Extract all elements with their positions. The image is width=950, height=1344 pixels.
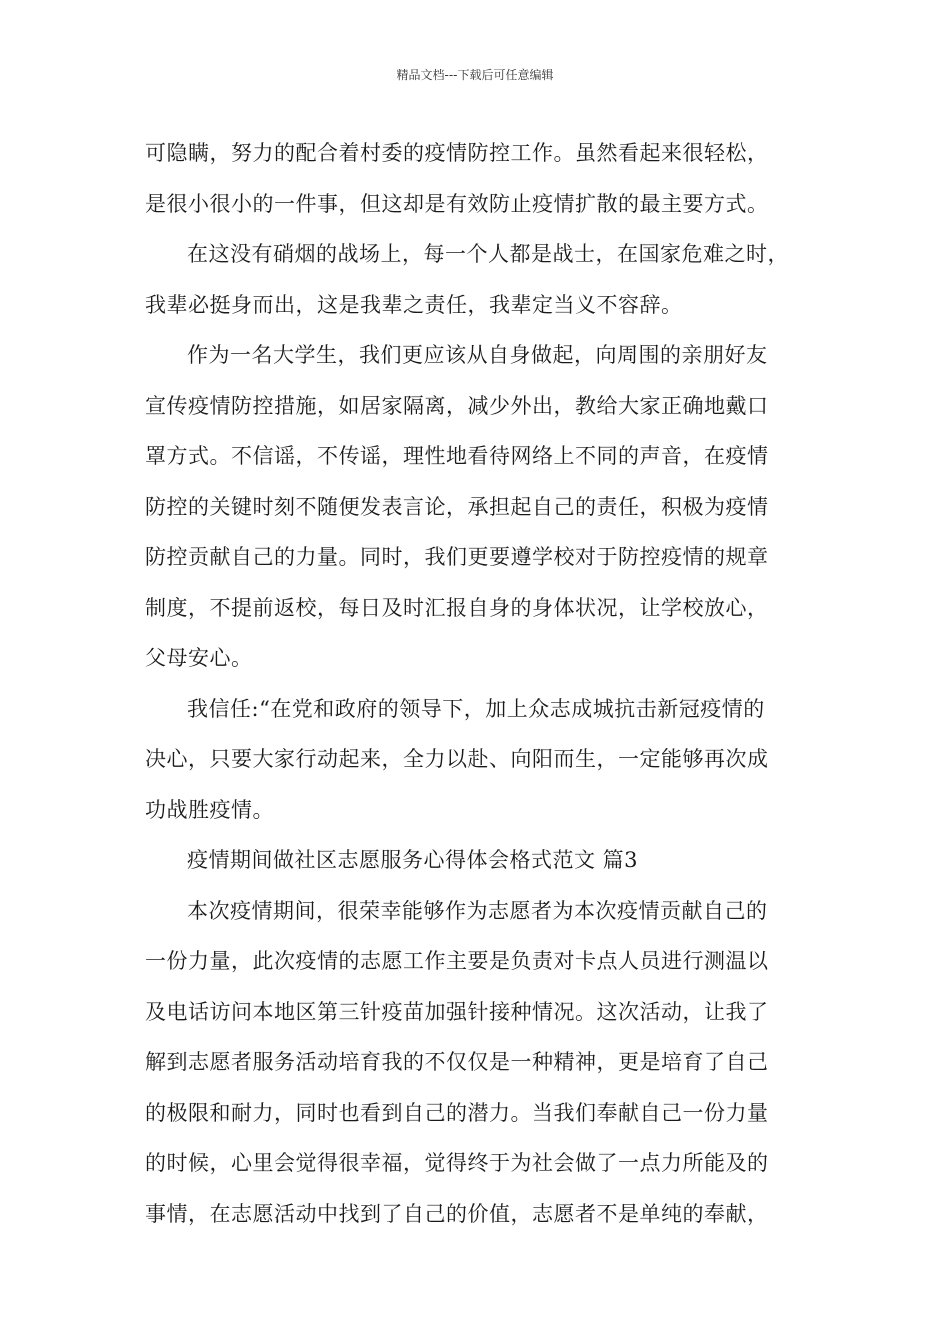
text-line: 功战胜疫情。 xyxy=(145,797,274,822)
text-line: 及电话访问本地区第三针疫苗加强针接种情况。这次活动，让我了 xyxy=(145,999,769,1024)
text-line: 的时候，心里会觉得很幸福，觉得终于为社会做了一点力所能及的 xyxy=(145,1151,769,1175)
text-line: 可隐瞒，努力的配合着村委的疫情防控工作。虽然看起来很轻松， xyxy=(145,141,769,165)
text-line: 的极限和耐力，同时也看到自己的潜力。当我们奉献自己一份力量 xyxy=(145,1100,769,1125)
text-line: 在这没有硝烟的战场上，每一个人都是战士，在国家危难之时， xyxy=(187,242,789,266)
text-line: 宣传疫情防控措施，如居家隔离，减少外出，教给大家正确地戴口 xyxy=(145,393,769,418)
text-line: 疫情期间做社区志愿服务心得体会格式范文 篇3 xyxy=(187,848,639,872)
text-line: 决心，只要大家行动起来，全力以赴、向阳而生，一定能够再次成 xyxy=(145,747,769,771)
text-line: 制度，不提前返校，每日及时汇报自身的身体状况，让学校放心， xyxy=(145,595,769,620)
text-line: 本次疫情期间，很荣幸能够作为志愿者为本次疫情贡献自己的 xyxy=(187,898,768,923)
text-line: 事情，在志愿活动中找到了自己的价值，志愿者不是单纯的奉献， xyxy=(145,1201,769,1226)
text-line: 罩方式。不信谣，不传谣，理性地看待网络上不同的声音，在疫情 xyxy=(145,444,769,468)
text-line: 防控贡献自己的力量。同时，我们更要遵学校对于防控疫情的规章 xyxy=(145,545,769,569)
text-line: 解到志愿者服务活动培育我的不仅仅是一种精神，更是培育了自己 xyxy=(145,1050,769,1074)
text-line: 防控的关键时刻不随便发表言论，承担起自己的责任，积极为疫情 xyxy=(145,494,769,519)
text-line: 作为一名大学生，我们更应该从自身做起，向周围的亲朋好友 xyxy=(187,343,768,367)
text-line: 是很小很小的一件事，但这却是有效防止疫情扩散的最主要方式。 xyxy=(145,191,769,216)
document-body xyxy=(145,128,835,1239)
text-line: 一份力量，此次疫情的志愿工作主要是负责对卡点人员进行测温以 xyxy=(145,949,769,973)
text-line: 我信任:“在党和政府的领导下，加上众志成城抗击新冠疫情的 xyxy=(187,696,765,721)
text-line: 我辈必挺身而出，这是我辈之责任，我辈定当义不容辞。 xyxy=(145,292,683,317)
page-header: 精品文档---下载后可任意编辑 xyxy=(396,68,554,82)
text-line: 父母安心。 xyxy=(145,646,253,670)
